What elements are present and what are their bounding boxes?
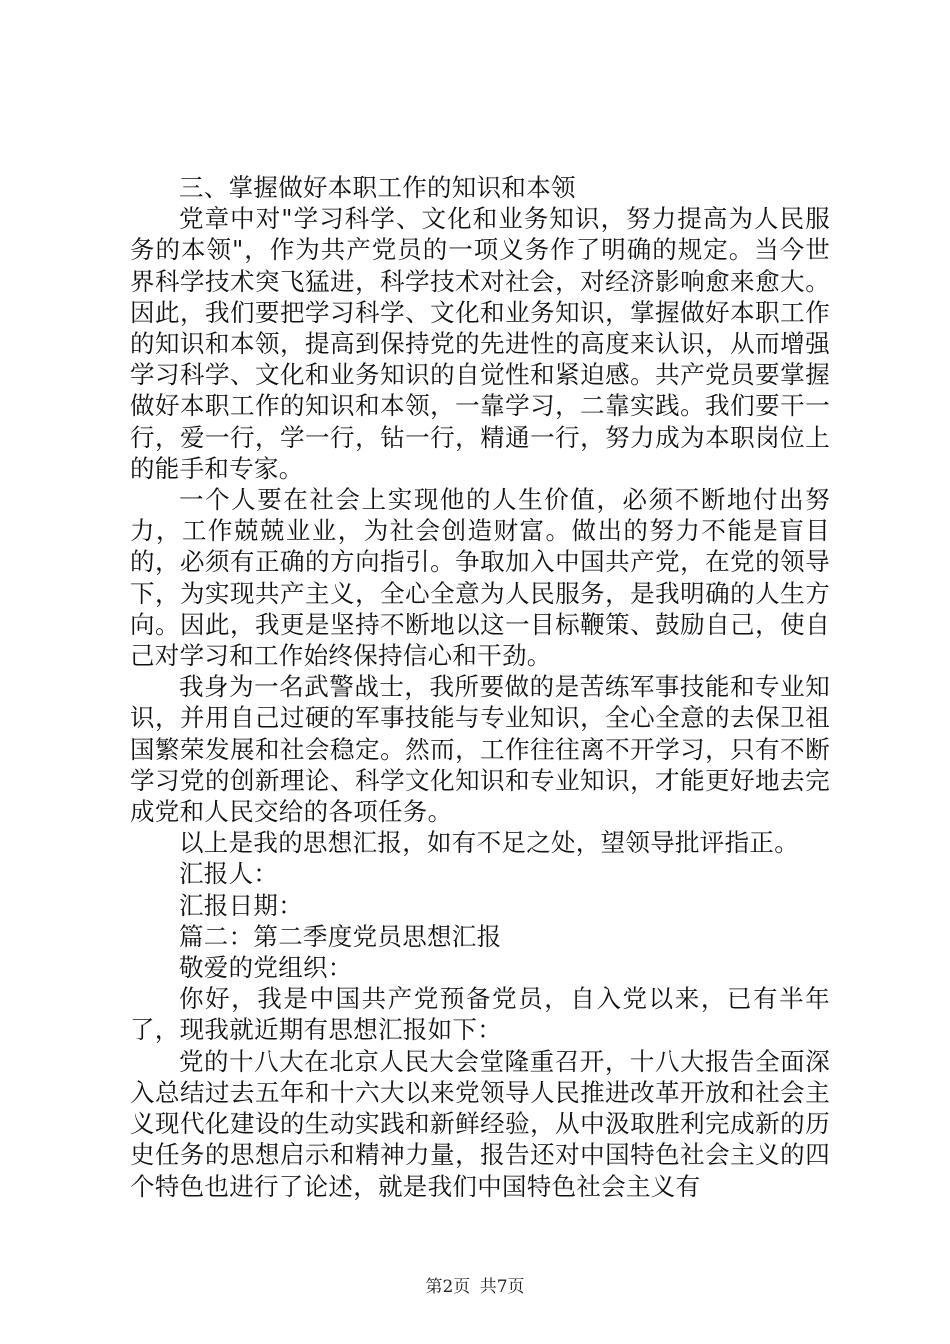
body-paragraph: 一个人要在社会上实现他的人生价值，必须不断地付出努力，工作兢兢业业，为社会创造财富。做出的努力不能是盲目的，必须有正确的方向指引。争取加入中国共产党，在党的领导下，为实现共产主义，全心全意为人民服务，是我明确的人生方向。因此，我更是坚持不断地以这一目标鞭策、鼓励自己，使自己对学习和工作始终保持信心和干劲。 [130,485,830,671]
body-paragraph: 党章中对"学习科学、文化和业务知识，努力提高为人民服务的本领"，作为共产党员的一项义务作了明确的规定。当今世界科学技术突飞猛进，科学技术对社会，对经济影响愈来愈大。因此，我们要把学习科学、文化和业务知识，掌握做好本职工作的知识和本领，提高到保持党的先进性的高度来认识，从而增强学习科学、文化和业务知识的自觉性和紧迫感。共产党员要掌握做好本职工作的知识和本领，一靠学习，二靠实践。我们要干一行，爱一行，学一行，钻一行，精通一行，努力成为本职岗位上的能手和专家。 [130,204,830,483]
document-body [130,172,830,1202]
page-footer [0,1276,950,1298]
page-number: 第2页 [425,1277,471,1297]
page-total: 共7页 [479,1277,525,1297]
body-paragraph: 党的十八大在北京人民大会堂隆重召开，十八大报告全面深入总结过去五年和十六大以来党领导人民推进改革开放和社会主义现代化建设的生动实践和新鲜经验，从中汲取胜利完成新的历史任务的思想启示和精神力量，报告还对中国特色社会主义的四个特色也进行了论述，就是我们中国特色社会主义有 [130,1046,830,1201]
report-date-line: 汇报日期： [179,890,303,920]
section-heading: 三、掌握做好本职工作的知识和本领 [179,173,576,202]
body-paragraph: 以上是我的思想汇报，如有不足之处，望领导批评指正。 [179,828,799,858]
reporter-line: 汇报人： [179,859,279,889]
body-paragraph: 我身为一名武警战士，我所要做的是苦练军事技能和专业知识，并用自己过硬的军事技能与专业知识，全心全意的去保卫祖国繁荣发展和社会稳定。然而，工作往往离不开学习，只有不断学习党的创新理论、科学文化知识和专业知识，才能更好地去完成党和人民交给的各项任务。 [130,672,830,827]
chapter-heading: 篇二：第二季度党员思想汇报 [179,921,502,951]
body-paragraph: 你好，我是中国共产党预备党员，自入党以来，已有半年了，现我就近期有思想汇报如下： [130,984,830,1045]
salutation: 敬爱的党组织： [179,953,353,983]
